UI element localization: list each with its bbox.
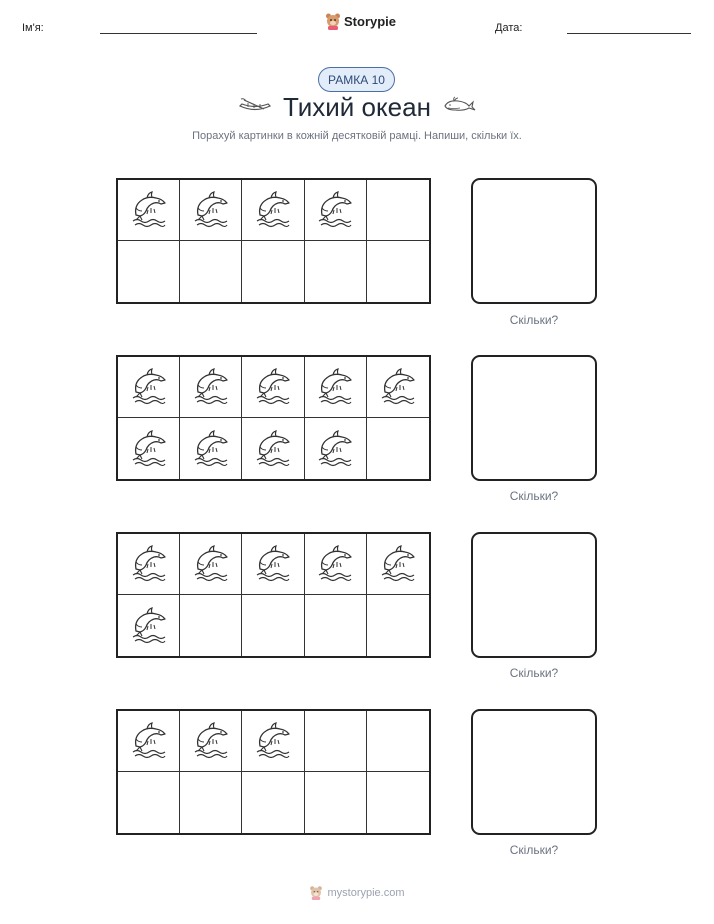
frame-cell xyxy=(118,534,180,595)
whale-icon xyxy=(442,96,476,114)
frame-cell xyxy=(367,180,429,241)
frame-cell xyxy=(180,711,242,772)
dolphin-icon xyxy=(252,720,294,762)
frame-cell xyxy=(305,357,367,418)
how-many-label: Скільки? xyxy=(509,843,559,857)
how-many-label: Скільки? xyxy=(509,313,559,327)
frame-cell xyxy=(118,418,180,479)
frame-cell xyxy=(180,418,242,479)
name-line[interactable] xyxy=(100,33,257,34)
dolphin-icon xyxy=(190,428,232,470)
frame-cell xyxy=(367,418,429,479)
dolphin-icon xyxy=(314,428,356,470)
frame-cell xyxy=(180,772,242,833)
frame-cell xyxy=(118,241,180,302)
ten-frame xyxy=(116,355,431,481)
frame-cell xyxy=(367,711,429,772)
brand-name: Storypie xyxy=(344,13,397,29)
footer-site: mystorypie.com xyxy=(327,886,405,899)
ten-frame xyxy=(116,178,431,304)
frame-cell xyxy=(305,595,367,656)
frame-cell xyxy=(242,772,304,833)
date-label: Дата: xyxy=(495,22,523,34)
how-many-label: Скільки? xyxy=(509,666,559,680)
frame-cell xyxy=(305,418,367,479)
dolphin-icon xyxy=(252,366,294,408)
dolphin-icon xyxy=(190,189,232,231)
how-many-label: Скільки? xyxy=(509,489,559,503)
answer-box[interactable] xyxy=(471,709,597,835)
frame-cell xyxy=(367,357,429,418)
frame-cell xyxy=(305,534,367,595)
frame-cell xyxy=(367,534,429,595)
dolphin-icon xyxy=(252,428,294,470)
frame-cell xyxy=(305,711,367,772)
ten-frame xyxy=(116,532,431,658)
dolphin-icon xyxy=(128,543,170,585)
frame-cell xyxy=(242,534,304,595)
dolphin-icon xyxy=(252,189,294,231)
bear-logo-icon xyxy=(309,885,323,900)
frame-cell xyxy=(242,357,304,418)
frame-cell xyxy=(242,241,304,302)
answer-box[interactable] xyxy=(471,178,597,304)
dolphin-icon xyxy=(252,543,294,585)
date-line[interactable] xyxy=(567,33,691,34)
frame-cell xyxy=(242,595,304,656)
bear-logo-icon xyxy=(325,12,341,30)
frame-cell xyxy=(242,180,304,241)
dolphin-icon xyxy=(128,720,170,762)
name-label: Ім'я: xyxy=(22,22,44,34)
frame-cell xyxy=(118,595,180,656)
dolphin-icon xyxy=(377,543,419,585)
frame-cell xyxy=(180,357,242,418)
dolphin-icon xyxy=(128,189,170,231)
brand-logo xyxy=(325,12,396,30)
frame-cell xyxy=(118,711,180,772)
frame-cell xyxy=(367,595,429,656)
dolphin-icon xyxy=(314,366,356,408)
dolphin-icon xyxy=(314,189,356,231)
frame-cell xyxy=(180,180,242,241)
frame-cell xyxy=(180,534,242,595)
dolphin-icon xyxy=(314,543,356,585)
answer-box[interactable] xyxy=(471,532,597,658)
footer xyxy=(0,885,714,900)
dolphin-icon xyxy=(128,428,170,470)
frame-badge: РАМКА 10 xyxy=(318,67,395,92)
dolphin-icon xyxy=(190,720,232,762)
dolphin-icon xyxy=(190,366,232,408)
frame-cell xyxy=(180,241,242,302)
dolphin-icon xyxy=(190,543,232,585)
page-title: Тихий океан xyxy=(283,92,431,122)
frame-cell xyxy=(305,180,367,241)
frame-cell xyxy=(367,772,429,833)
dolphin-icon xyxy=(128,605,170,647)
frame-cell xyxy=(118,772,180,833)
instruction-text: Порахуй картинки в кожній десятковій рамці. Напиши, скільки їх. xyxy=(192,130,522,142)
frame-cell xyxy=(242,418,304,479)
frame-cell xyxy=(305,772,367,833)
frame-cell xyxy=(305,241,367,302)
answer-box[interactable] xyxy=(471,355,597,481)
frame-cell xyxy=(118,180,180,241)
frame-cell xyxy=(180,595,242,656)
frame-cell xyxy=(367,241,429,302)
frame-cell xyxy=(118,357,180,418)
dolphin-icon xyxy=(128,366,170,408)
frame-cell xyxy=(242,711,304,772)
dolphin-icon xyxy=(377,366,419,408)
ten-frame xyxy=(116,709,431,835)
